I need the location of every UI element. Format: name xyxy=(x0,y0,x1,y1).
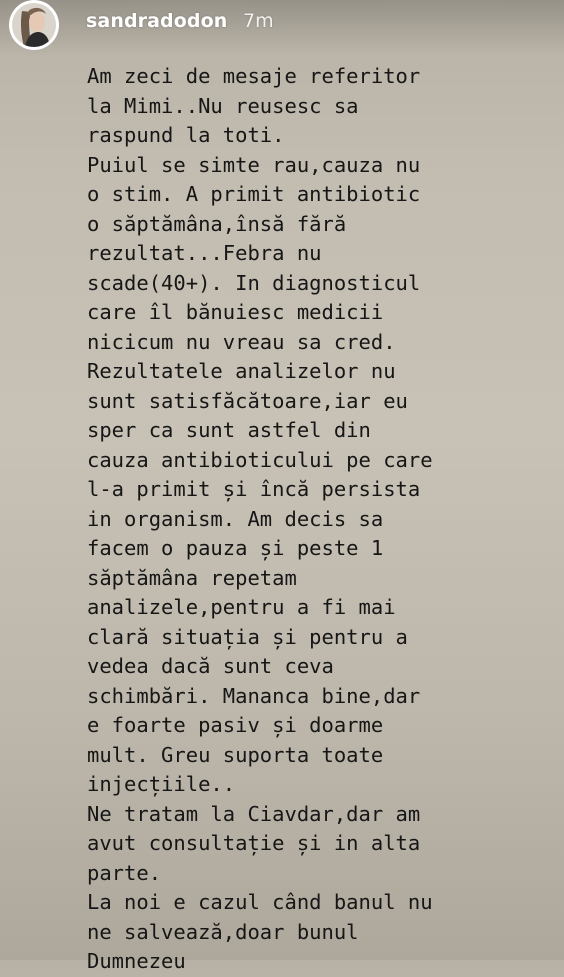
story-text xyxy=(87,62,433,977)
story-line: Dumnezeu xyxy=(87,949,186,973)
story-line: raspund la toti. xyxy=(87,123,285,147)
avatar[interactable] xyxy=(9,0,59,50)
story-line: avut consultație și in alta xyxy=(87,831,421,855)
story-line: o săptămâna,însă fără xyxy=(87,211,347,236)
story-line: Am zeci de mesaje referitor xyxy=(87,64,421,88)
story-line: la Mimi..Nu reusesc sa xyxy=(87,93,359,118)
story-line: vedea dacă sunt ceva xyxy=(87,654,334,678)
story-line: La noi e cazul când banul nu xyxy=(87,890,433,914)
username[interactable]: sandradodon xyxy=(86,10,228,32)
story-line: cauza antibioticului pe care xyxy=(87,447,433,472)
story-line: facem o pauza și peste 1 xyxy=(87,536,384,560)
story-line: schimbări. Mananca bine,dar xyxy=(87,683,421,708)
story-timestamp: 7m xyxy=(243,10,274,32)
story-line: Rezultatele analizelor nu xyxy=(87,359,396,383)
story-line: ne salvează,doar bunul xyxy=(87,919,359,944)
story-line: rezultat...Febra nu xyxy=(87,241,322,265)
story-line: sunt satisfăcătoare,iar eu xyxy=(87,388,408,413)
story-line: e foarte pasiv și doarme xyxy=(87,713,384,737)
story-line: Ne tratam la Ciavdar,dar am xyxy=(87,801,421,826)
story-header xyxy=(0,0,564,56)
story-line: clară situația și pentru a xyxy=(87,624,408,649)
story-line: injecțiile.. xyxy=(87,772,236,796)
story-line: scade(40+). In diagnosticul xyxy=(87,270,421,295)
story-line: Puiul se simte rau,cauza nu xyxy=(87,152,421,177)
story-line: mult. Greu suporta toate xyxy=(87,742,384,767)
story-line: o stim. A primit antibiotic xyxy=(87,182,421,206)
story-line: l-a primit și încă persista xyxy=(87,477,421,501)
story-line: care îl bănuiesc medicii xyxy=(87,300,384,324)
story-line: analizele,pentru a fi mai xyxy=(87,595,396,619)
story-line: parte. xyxy=(87,860,162,885)
profile-photo-icon xyxy=(12,3,56,47)
story-line: săptămâna repetam xyxy=(87,565,297,590)
story-line: in organism. Am decis sa xyxy=(87,506,384,531)
story-line: sper ca sunt astfel din xyxy=(87,418,371,442)
story-line: nicicum nu vreau sa cred. xyxy=(87,329,396,354)
